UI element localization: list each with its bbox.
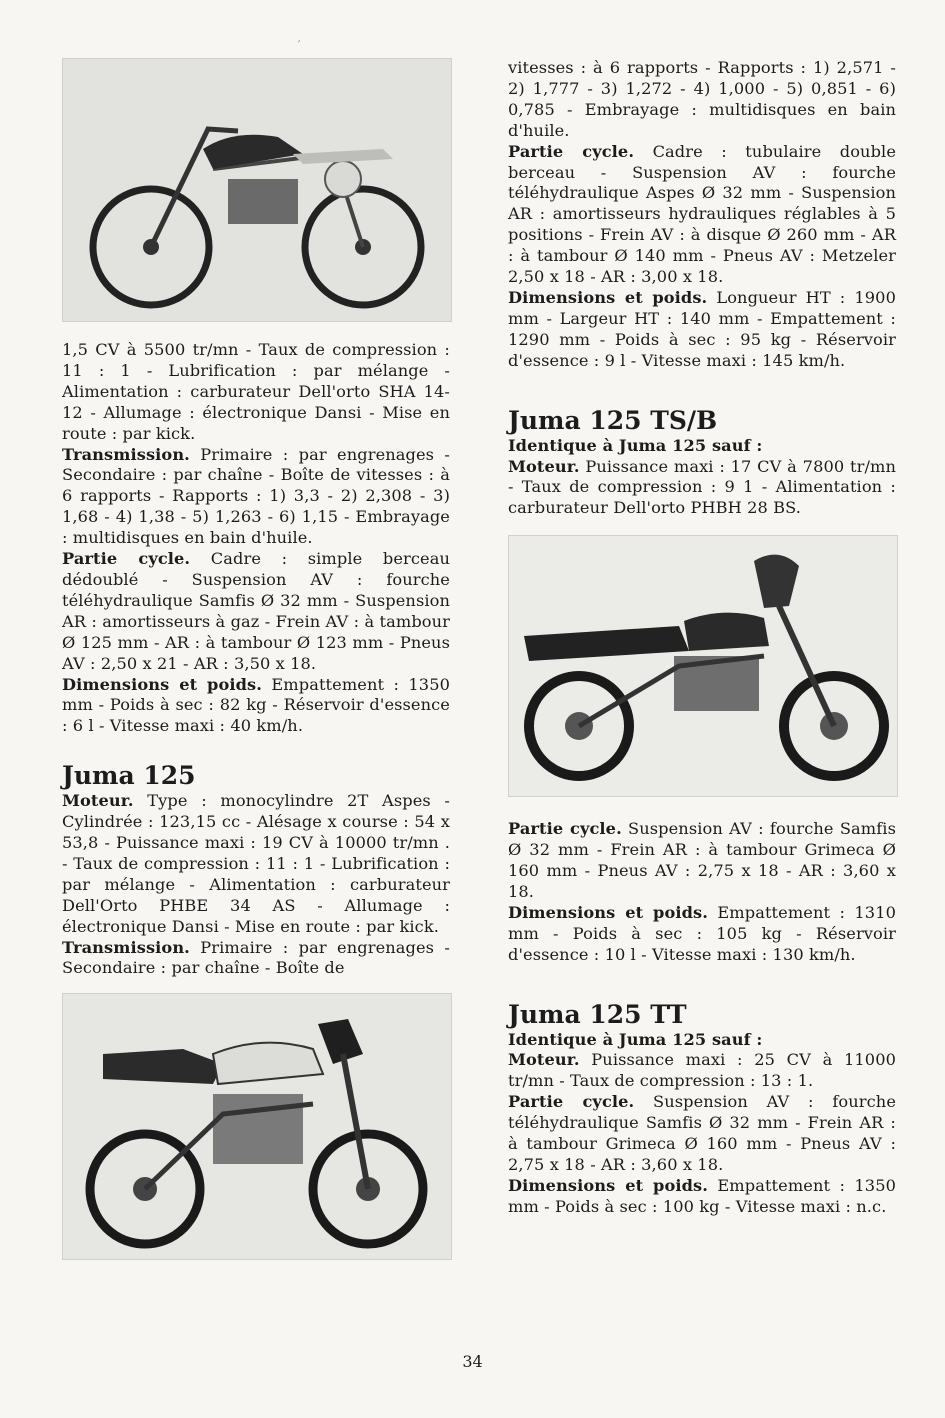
motorcycle-photo-icon [509, 536, 897, 796]
photo-trial-motorcycle [62, 58, 452, 322]
tt-identique: Identique à Juma 125 sauf : [508, 1029, 763, 1049]
continued-paragraph: vitesses : à 6 rapports - Rapports : 1) 2,571 - 2) 1,777 - 3) 1,272 - 4) 1,000 - 5) 0,851 - 6) 0,785 - Embrayage : multidisques en bain d'huile. [508, 58, 896, 140]
motorcycle-photo-icon [63, 59, 451, 321]
cycle-paragraph-right: Partie cycle. Cadre : tubulaire double berceau - Suspension AV : fourche téléhydraulique Aspes Ø 32 mm - Suspension AR : amortisseurs hydrauliques réglables à 5 positions - Frein AV : à disque Ø 260 mm - AR : à tambour Ø 140 mm - Pneus AV : Metzeler 2,50 x 18 - AR : 3,00 x 18. [508, 141, 896, 287]
tsb-cycle-paragraph: Partie cycle. Suspension AV : fourche Samfis Ø 32 mm - Frein AR : à tambour Grimeca Ø 160 mm - Pneus AV : 2,75 x 18 - AR : 3,60 x 18. [508, 819, 896, 901]
juma125-transmission-paragraph: Transmission. Primaire : par engrenages - Secondaire : par chaîne - Boîte de [62, 937, 450, 978]
heading-juma-125: Juma 125 [62, 761, 196, 791]
photo-road-motorcycle [62, 993, 452, 1260]
tt-cycle-paragraph: Partie cycle. Suspension AV : fourche téléhydraulique Samfis Ø 32 mm - Frein AR : à tambour Grimeca Ø 160 mm - Pneus AV : 2,75 x 18 - AR : 3,60 x 18. [508, 1092, 896, 1174]
transmission-paragraph: Transmission. Primaire : par engrenages - Secondaire : par chaîne - Boîte de vitesses : à 6 rapports - Rapports : 1) 3,3 - 2) 2,308 - 3) 1,68 - 4) 1,38 - 5) 1,263 - 6) 1,15 - Embrayage : multidisques en bain d'huile. [62, 444, 450, 548]
scan-mark: ′ [298, 40, 301, 51]
cycle-paragraph: Partie cycle. Cadre : simple berceau dédoublé - Suspension AV : fourche téléhydraulique Samfis Ø 32 mm - Suspension AR : amortisseurs à gaz - Frein AV : à tambour Ø 125 mm - AR : à tambour Ø 123 mm - Pneus AV : 2,50 x 21 - AR : 3,50 x 18. [62, 549, 450, 673]
juma125-motor-paragraph: Moteur. Type : monocylindre 2T Aspes - Cylindrée : 123,15 cc - Alésage x course : 54 x 53,8 - Puissance maxi : 19 CV à 10000 tr/mn . - Taux de compression : 11 : 1 - Lubrification : par mélange - Alimentation : carburateur Dell'Orto PHBE 34 AS - Allumage : électronique Dansi - Mise en route : par kick. [62, 791, 450, 936]
dimensions-paragraph: Dimensions et poids. Empattement : 1350 mm - Poids à sec : 82 kg - Réservoir d'essence : 6 l - Vitesse maxi : 40 km/h. [62, 674, 450, 736]
right-column [508, 58, 896, 1218]
page-number: 34 [462, 1352, 483, 1371]
heading-juma-125-tsb: Juma 125 TS/B [508, 405, 718, 435]
tsb-motor-paragraph: Moteur. Puissance maxi : 17 CV à 7800 tr/mn - Taux de compression : 9 1 - Alimentation : carburateur Dell'orto PHBH 28 BS. [508, 456, 896, 518]
tsb-identique: Identique à Juma 125 sauf : [508, 435, 763, 455]
photo-tsb-motorcycle [508, 535, 898, 797]
tt-dimensions-paragraph: Dimensions et poids. Empattement : 1350 mm - Poids à sec : 100 kg - Vitesse maxi : n.c. [508, 1175, 896, 1216]
left-column [62, 58, 450, 1260]
dimensions-paragraph-right: Dimensions et poids. Longueur HT : 1900 mm - Largeur HT : 140 mm - Empattement : 1290 mm - Poids à sec : 95 kg - Réservoir d'essence : 9 l - Vitesse maxi : 145 km/h. [508, 287, 896, 370]
intro-paragraph: 1,5 CV à 5500 tr/mn - Taux de compression : 11 : 1 - Lubrification : par mélange - Alimentation : carburateur Dell'orto SHA 14-12 - Allumage : électronique Dansi - Mise en route : par kick. [62, 340, 450, 443]
motorcycle-photo-icon [63, 994, 451, 1259]
tt-motor-paragraph: Moteur. Puissance maxi : 25 CV à 11000 tr/mn - Taux de compression : 13 : 1. [508, 1050, 896, 1091]
heading-juma-125-tt: Juma 125 TT [508, 999, 687, 1029]
tsb-dimensions-paragraph: Dimensions et poids. Empattement : 1310 mm - Poids à sec : 105 kg - Réservoir d'essence : 10 l - Vitesse maxi : 130 km/h. [508, 902, 896, 964]
